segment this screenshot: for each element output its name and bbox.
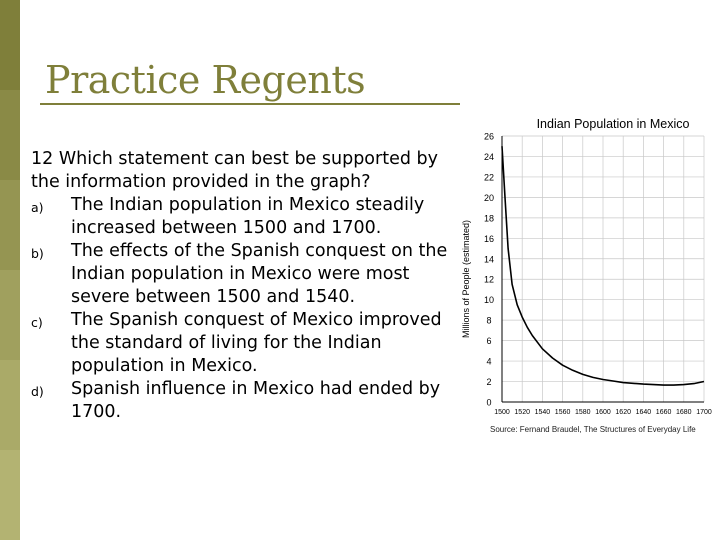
answer-choice-c [31, 309, 451, 378]
y-tick-label: 10 [483, 295, 495, 306]
decorative-side-strip [0, 0, 20, 540]
y-tick-label: 2 [486, 377, 492, 388]
y-tick-label: 6 [486, 336, 492, 347]
x-tick-label: 1560 [554, 409, 571, 416]
answer-choices [31, 194, 451, 424]
y-tick-label: 14 [483, 254, 495, 265]
y-tick-label: 26 [483, 131, 495, 142]
x-tick-label: 1680 [676, 409, 692, 416]
answer-choice-d [31, 378, 451, 424]
slide-title: Practice Regents [45, 58, 366, 102]
y-tick-label: 12 [483, 274, 495, 285]
y-tick-label: 20 [483, 192, 495, 203]
x-tick-label: 1500 [494, 409, 510, 416]
choice-text: Spanish influence in Mexico had ended by 1700. [71, 379, 441, 422]
y-tick-label: 4 [486, 356, 492, 367]
x-tick-label: 1620 [615, 409, 631, 416]
strip-segment [0, 450, 20, 540]
y-tick-label: 8 [486, 315, 492, 326]
y-tick-label: 16 [483, 233, 495, 244]
title-underline [40, 103, 460, 105]
chart-title: Indian Population in Mexico [536, 117, 690, 131]
question-block [31, 148, 451, 424]
x-tick-label: 1640 [635, 409, 652, 416]
choice-letter: a) [31, 200, 44, 215]
strip-segment [0, 270, 20, 360]
x-tick-label: 1660 [655, 409, 672, 416]
y-tick-label: 22 [483, 172, 495, 183]
chart-svg [452, 112, 718, 442]
choice-letter: b) [31, 246, 44, 261]
answer-choice-b [31, 240, 451, 309]
strip-segment [0, 360, 20, 450]
x-tick-label: 1700 [696, 409, 712, 416]
choice-text: The Spanish conquest of Mexico improved the standard of living for the Indian population in Mexico. [71, 310, 442, 376]
choice-letter: d) [31, 384, 44, 399]
choice-text: The effects of the Spanish conquest on the Indian population in Mexico were most severe between 1500 and 1540. [71, 241, 448, 307]
x-tick-label: 1580 [575, 409, 591, 416]
answer-choice-a [31, 194, 451, 240]
y-tick-label: 18 [483, 213, 495, 224]
strip-segment [0, 90, 20, 180]
choice-letter: c) [31, 315, 43, 330]
strip-segment [0, 180, 20, 270]
strip-segment [0, 0, 20, 90]
question-stem: 12 Which statement can best be supported by the information provided in the graph? [31, 149, 438, 192]
y-tick-label: 24 [483, 151, 495, 162]
x-tick-label: 1520 [514, 409, 530, 416]
y-tick-label: 0 [486, 397, 492, 408]
x-tick-label: 1540 [534, 409, 551, 416]
chart-source: Source: Fernand Braudel, The Structures of Everyday Life [490, 425, 696, 434]
y-axis-label: Millions of People (estimated) [461, 219, 471, 339]
choice-text: The Indian population in Mexico steadily increased between 1500 and 1700. [71, 195, 425, 238]
x-tick-label: 1600 [595, 409, 611, 416]
population-chart [452, 112, 718, 442]
